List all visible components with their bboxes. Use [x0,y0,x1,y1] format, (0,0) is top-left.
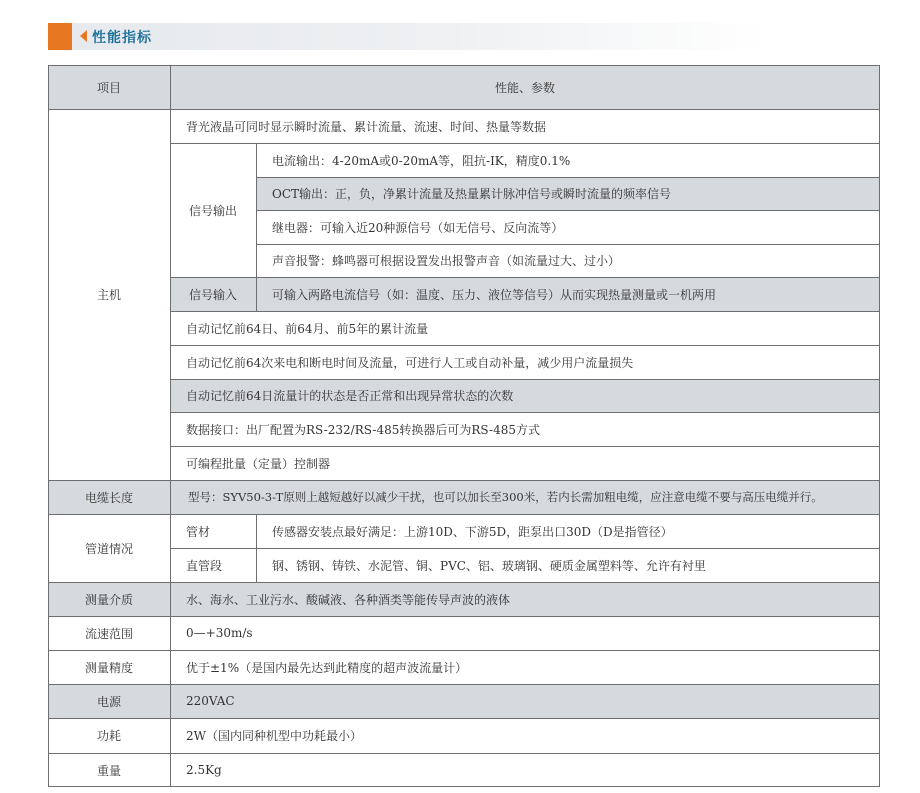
grid-line [256,244,880,245]
grid-line [48,650,880,651]
triangle-left-icon [80,30,87,42]
grid-line [48,480,880,481]
accuracy-label: 测量精度 [48,650,170,684]
header-params: 性能、参数 [170,65,880,109]
host-label: 主机 [48,109,170,480]
header-item: 项目 [48,65,170,109]
grid-line [48,684,880,685]
grid-line [256,514,257,582]
accuracy-value: 优于±1%（是国内最先达到此精度的超声波流量计） [170,650,880,684]
host-memory-3: 自动记忆前64日流量计的状态是否正常和出现异常状态的次数 [170,379,880,412]
accent-square [48,23,72,50]
signal-output-alarm: 声音报警：蜂鸣器可根据设置发出报警声音（如流量过大、过小） [256,244,880,277]
power-label: 电源 [48,684,170,718]
grid-line [48,514,880,515]
host-memory-2: 自动记忆前64次来电和断电时间及流量，可进行人工或自动补量，减少用户流量损失 [170,345,880,379]
pipe-straight-label: 直管段 [170,548,256,582]
grid-line [170,548,880,549]
grid-line [170,277,880,278]
consumption-label: 功耗 [48,718,170,753]
grid-line [48,616,880,617]
pipe-label: 管道情况 [48,514,170,582]
host-interface: 数据接口：出厂配置为RS-232/RS-485转换器后可为RS-485方式 [170,412,880,446]
grid-line [256,210,880,211]
grid-line [48,65,49,787]
consumption-value: 2W（国内同种机型中功耗最小） [170,718,880,753]
grid-line [879,65,880,787]
spec-table [48,65,880,787]
pipe-material-value: 传感器安装点最好满足：上游10D、下游5D，距泵出口30D（D是指管径） [256,514,880,548]
section-title: 性能指标 [92,30,152,46]
signal-output-relay: 继电器：可输入近20种源信号（如无信号、反向流等） [256,210,880,244]
signal-input-value: 可输入两路电流信号（如：温度、压力、液位等信号）从而实现热量测量或一机两用 [256,277,880,311]
grid-line [170,412,880,413]
medium-value: 水、海水、工业污水、酸碱液、各种酒类等能传导声波的液体 [170,582,880,616]
grid-line [256,177,880,178]
host-display: 背光液晶可同时显示瞬时流量、累计流量、流速、时间、热量等数据 [170,109,880,143]
flow-range-label: 流速范围 [48,616,170,650]
grid-line [170,65,171,787]
grid-line [170,143,880,144]
signal-output-label: 信号输出 [170,143,256,277]
flow-range-value: 0—+30m/s [170,616,880,650]
host-controller: 可编程批量（定量）控制器 [170,446,880,480]
grid-line [170,379,880,380]
medium-label: 测量介质 [48,582,170,616]
weight-value: 2.5Kg [170,753,880,787]
signal-input-label: 信号输入 [170,277,256,311]
grid-line [48,786,880,787]
host-memory-1: 自动记忆前64日、前64月、前5年的累计流量 [170,311,880,345]
grid-line [48,65,880,66]
signal-output-current: 电流输出：4-20mA或0-20mA等，阻抗-IK，精度0.1% [256,143,880,177]
section-header [48,23,770,50]
grid-line [170,446,880,447]
weight-label: 重量 [48,753,170,787]
grid-line [170,311,880,312]
power-value: 220VAC [170,684,880,718]
grid-line [256,143,257,311]
grid-line [48,718,880,719]
cable-value: 型号：SYV50-3-T原则上越短越好以减少干扰，也可以加长至300米，若内长需加粗电缆，应注意电缆不要与高压电缆并行。 [170,480,880,514]
pipe-straight-value: 钢、锈钢、铸铁、水泥管、铜、PVC、铝、玻璃钢、硬质金属塑料等、允许有衬里 [256,548,880,582]
pipe-material-label: 管材 [170,514,256,548]
grid-line [48,582,880,583]
signal-output-oct: OCT输出：正，负，净累计流量及热量累计脉冲信号或瞬时流量的频率信号 [256,177,880,210]
cable-label: 电缆长度 [48,480,170,514]
grid-line [48,753,880,754]
grid-line [48,109,880,110]
grid-line [170,345,880,346]
